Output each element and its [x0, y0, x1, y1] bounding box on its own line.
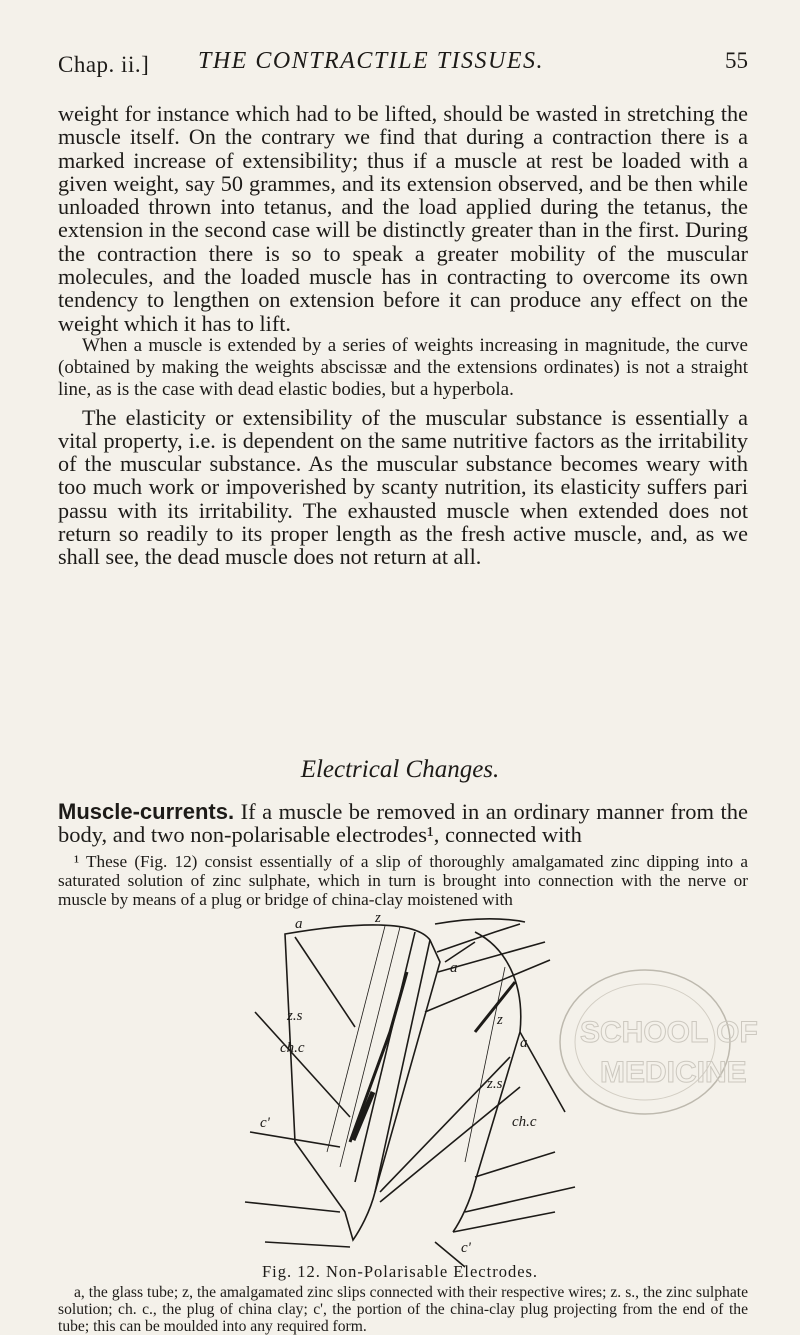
label-a-left: a: [295, 916, 303, 932]
paragraph-2: When a muscle is extended by a series of weights increasing in magnitude, the curve (obtained by making the weights abscissæ and the extensions ordinates) is not a straight line, as is the case with dead elastic bodies, but a hyperbola.: [58, 334, 748, 401]
figure-caption: [58, 1284, 748, 1335]
label-c-left: c': [260, 1115, 270, 1131]
footnote: [58, 852, 748, 909]
label-a-mid: a: [450, 960, 458, 976]
running-title: THE CONTRACTILE TISSUES.: [198, 48, 545, 74]
running-header: [58, 48, 748, 88]
paragraph-1: weight for instance which had to be lifted, should be wasted in stretching the muscle itself. On the contrary we find that during a contraction there is a marked increase of extensibility; thus if a muscle at rest be loaded with a given weight, say 50 grammes, and its extension observed, and be then while unloaded thrown into tetanus, and the load applied during the tetanus, the extension in the second case will be distinctly greater than in the first. During the contraction there is so to speak a greater mobility of the muscular molecules, and the loaded muscle has in contracting to overcome its own tendency to lengthen on extension before it can produce any effect on the weight which it has to lift.: [58, 101, 748, 336]
label-c-bottom: c': [461, 1240, 471, 1256]
stamp-line-2: MEDICINE: [600, 1056, 747, 1089]
figure-caption-text: a, the glass tube; z, the amalgamated zinc slips connected with their respective wires; z. s., the zinc sulphate solution; ch. c., the plug of china clay; c', the portion of the china-clay plug projecting from the end of the tube; this can be moulded into any required form.: [58, 1284, 748, 1335]
stamp-line-1: SCHOOL OF: [580, 1016, 758, 1049]
paragraph-4-text: If a muscle be removed in an ordinary manner from the body, and two non-polarisable electrodes¹, connected with: [58, 799, 748, 847]
main-text: [58, 102, 748, 569]
label-z-right: z: [497, 1012, 503, 1028]
electrode-figure: [175, 910, 758, 1262]
chapter-label: Chap. ii.]: [58, 52, 150, 77]
muscle-currents-paragraph: [58, 800, 748, 846]
label-zs-right: z.s: [487, 1076, 503, 1092]
label-ch-left: ch.c: [280, 1040, 305, 1056]
figure-caption-title: Fig. 12. Non-Polarisable Electrodes.: [261, 1262, 539, 1281]
library-stamp: [560, 970, 758, 1114]
section-title: Electrical Changes.: [300, 756, 500, 783]
label-a-right: a: [520, 1035, 528, 1051]
label-ch-right: ch.c: [512, 1114, 537, 1130]
paragraph-3: The elasticity or extensibility of the muscular substance is essentially a vital property, i.e. is dependent on the same nutritive factors as the irritability of the muscular substance. As the muscular substance becomes weary with too much work or impoverished by scanty nutrition, its elasticity suffers pari passu with its irritability. The exhausted muscle when extended does not return so readily to its proper length as the fresh active muscle, and, as we shall see, the dead muscle does not return at all.: [58, 404, 748, 570]
label-z-top: z: [375, 910, 381, 926]
footnote-text: ¹ These (Fig. 12) consist essentially of a slip of thoroughly amalgamated zinc dipping into a saturated solution of zinc sulphate, which in turn is brought into connection with the nerve or muscle by means of a plug or bridge of china-clay moistened with: [58, 852, 748, 909]
runin-heading: Muscle-currents.: [58, 799, 235, 824]
page-number: 55: [725, 48, 748, 73]
label-zs-left: z.s: [287, 1008, 303, 1024]
